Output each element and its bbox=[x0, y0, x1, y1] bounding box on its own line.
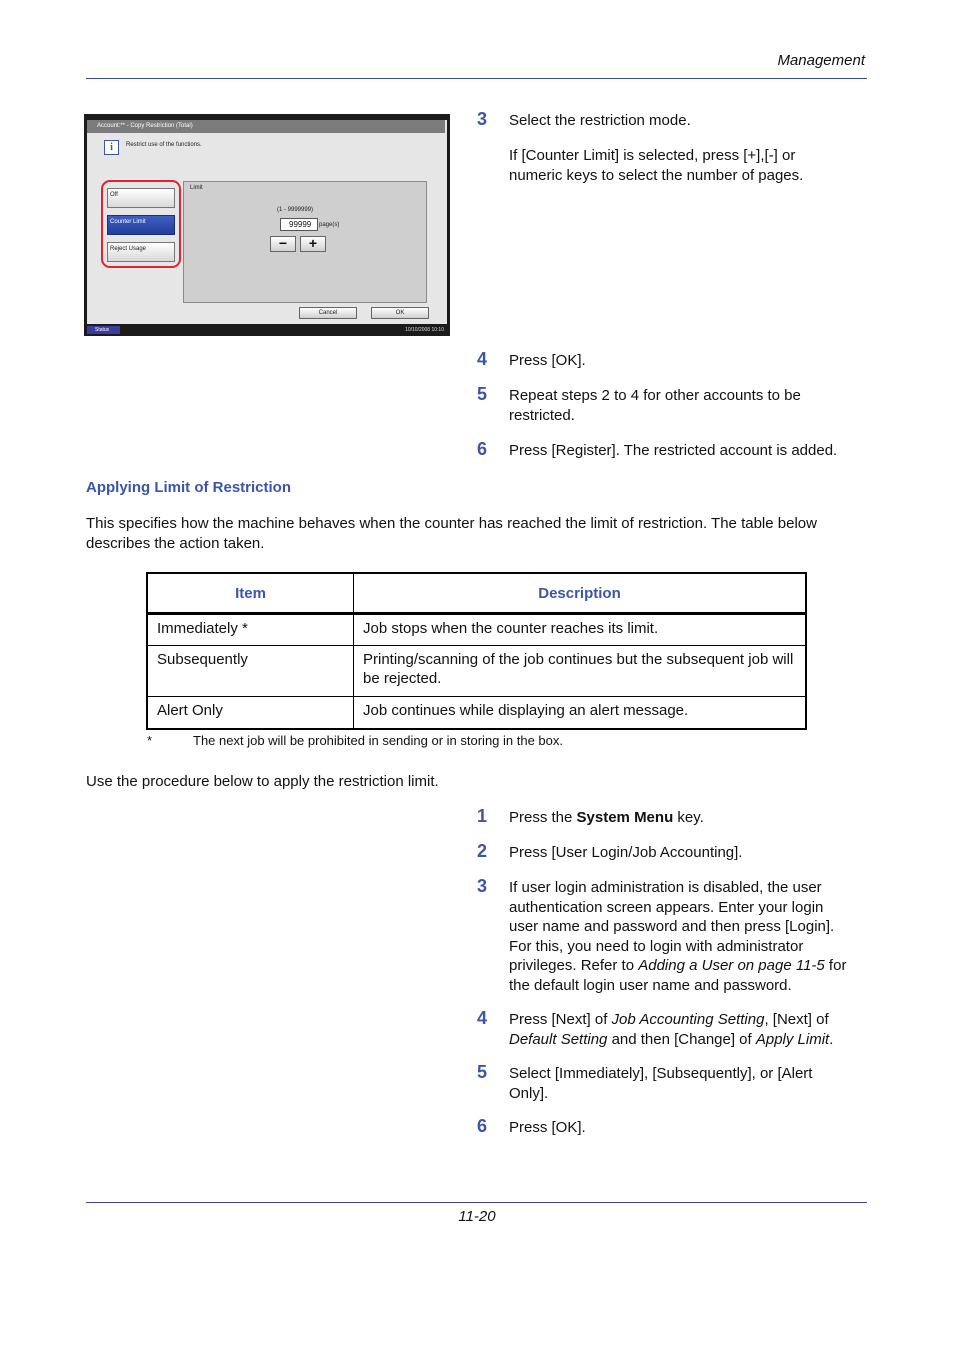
info-icon: i bbox=[104, 140, 119, 155]
setting-name: Job Accounting Setting bbox=[611, 1011, 765, 1028]
step-number: 3 bbox=[477, 876, 488, 896]
step-number: 3 bbox=[477, 109, 488, 129]
datetime-readout: 10/10/2008 10:10 bbox=[405, 327, 444, 333]
step-line: Select [Immediately], [Subsequently], or [Alert bbox=[509, 1065, 813, 1082]
setting-name: Apply Limit bbox=[755, 1030, 830, 1048]
step-line: the default login user name and password. bbox=[509, 976, 792, 994]
step-text bbox=[509, 808, 704, 828]
step-text: Press [OK]. bbox=[509, 1119, 586, 1136]
step-text bbox=[509, 1064, 812, 1103]
step-text bbox=[509, 386, 801, 425]
step-line: For this, you need to login with administrator bbox=[509, 937, 804, 955]
step-line bbox=[509, 1010, 869, 1030]
step-number: 5 bbox=[477, 1062, 488, 1082]
unit-label: page(s) bbox=[319, 222, 340, 228]
step-line: If user login administration is disabled, the user bbox=[509, 879, 822, 896]
step-number: 2 bbox=[477, 841, 488, 861]
reject-usage-button[interactable]: Reject Usage bbox=[107, 242, 175, 262]
step-note-line: numeric keys to select the number of pages. bbox=[509, 166, 804, 184]
off-button[interactable]: Off bbox=[107, 188, 175, 208]
footnote-mark: * bbox=[147, 733, 153, 748]
running-header: Management bbox=[777, 52, 865, 69]
step-line: authentication screen appears. Enter your login bbox=[509, 898, 824, 916]
step-text: Press [Register]. The restricted account is added. bbox=[509, 442, 838, 459]
step-text-part: Press the bbox=[509, 809, 577, 826]
cross-reference: Adding a User on page 11-5 bbox=[638, 957, 825, 974]
table-cell-description: Job stops when the counter reaches its limit. bbox=[354, 614, 807, 646]
highlight-frame bbox=[101, 180, 181, 268]
procedure-intro: Use the procedure below to apply the restriction limit. bbox=[86, 773, 439, 790]
range-label: (1 - 9999999) bbox=[277, 207, 314, 213]
footer-rule bbox=[86, 1202, 867, 1203]
table-header-item: Item bbox=[147, 573, 354, 614]
step-text-part: . bbox=[829, 1030, 834, 1048]
header-rule bbox=[86, 78, 867, 79]
ok-button[interactable]: OK bbox=[371, 307, 429, 319]
step-text-part: for bbox=[824, 957, 847, 974]
footnote-text: The next job will be prohibited in sending or in storing in the box. bbox=[193, 733, 563, 748]
table-header-row bbox=[147, 573, 806, 614]
step-note bbox=[509, 146, 803, 185]
table-row bbox=[147, 697, 806, 729]
minus-button[interactable]: − bbox=[270, 236, 296, 252]
device-screenshot bbox=[84, 114, 450, 336]
table-cell-item: Immediately * bbox=[147, 614, 354, 646]
step-text bbox=[509, 1010, 869, 1049]
limit-value-field[interactable]: 99999 bbox=[280, 218, 318, 231]
table-row bbox=[147, 646, 806, 697]
step-line: restricted. bbox=[509, 406, 575, 424]
plus-button[interactable]: + bbox=[300, 236, 326, 252]
table-header-description: Description bbox=[354, 573, 807, 614]
intro-line: describes the action taken. bbox=[86, 535, 265, 552]
step-line: Repeat steps 2 to 4 for other accounts to be bbox=[509, 387, 801, 404]
section-intro bbox=[86, 514, 876, 554]
step-line: Only]. bbox=[509, 1084, 549, 1102]
step-line bbox=[509, 1030, 869, 1050]
step-note-line: If [Counter Limit] is selected, press [+],[-] or bbox=[509, 147, 796, 164]
step-number: 1 bbox=[477, 806, 488, 826]
step-text: Press [User Login/Job Accounting]. bbox=[509, 844, 743, 861]
step-text-part: key. bbox=[673, 809, 704, 826]
step-line: user name and password and then press [Login]. bbox=[509, 918, 835, 935]
step-text bbox=[509, 878, 869, 995]
table-cell-description: Job continues while displaying an alert message. bbox=[354, 697, 807, 729]
step-text-part: and then [Change] of bbox=[607, 1030, 756, 1048]
screenshot-title-bar: Account:** - Copy Restriction (Total) bbox=[87, 120, 445, 133]
step-number: 5 bbox=[477, 384, 488, 404]
step-number: 6 bbox=[477, 439, 488, 459]
table-cell-description: Printing/scanning of the job continues but the subsequent job will be rejected. bbox=[354, 646, 807, 697]
page-number: 11-20 bbox=[458, 1208, 496, 1225]
intro-line: This specifies how the machine behaves when the counter has reached the limit of restriction. The table below bbox=[86, 515, 817, 532]
cancel-button[interactable]: Cancel bbox=[299, 307, 357, 319]
step-text bbox=[509, 111, 691, 131]
step-text-part: Press [Next] of bbox=[509, 1011, 612, 1028]
limit-label: Limit bbox=[190, 185, 203, 191]
counter-limit-button[interactable]: Counter Limit bbox=[107, 215, 175, 235]
section-heading: Applying Limit of Restriction bbox=[86, 479, 291, 496]
table-row bbox=[147, 614, 806, 646]
table-cell-item: Alert Only bbox=[147, 697, 354, 729]
key-name: System Menu bbox=[576, 809, 674, 826]
step-number: 4 bbox=[477, 1008, 488, 1028]
status-button[interactable]: Status bbox=[87, 326, 120, 334]
step-text-part: privileges. Refer to bbox=[509, 957, 639, 974]
step-number: 6 bbox=[477, 1116, 488, 1136]
step-number: 4 bbox=[477, 349, 488, 369]
setting-name: Default Setting bbox=[509, 1030, 608, 1048]
step-text: Press [OK]. bbox=[509, 352, 586, 369]
step-text-part: , [Next] of bbox=[764, 1011, 829, 1028]
table-cell-item: Subsequently bbox=[147, 646, 354, 697]
step-line bbox=[509, 956, 869, 976]
limit-behavior-table bbox=[146, 572, 807, 730]
screenshot-message: Restrict use of the functions. bbox=[126, 142, 202, 148]
step-line: Select the restriction mode. bbox=[509, 112, 691, 129]
